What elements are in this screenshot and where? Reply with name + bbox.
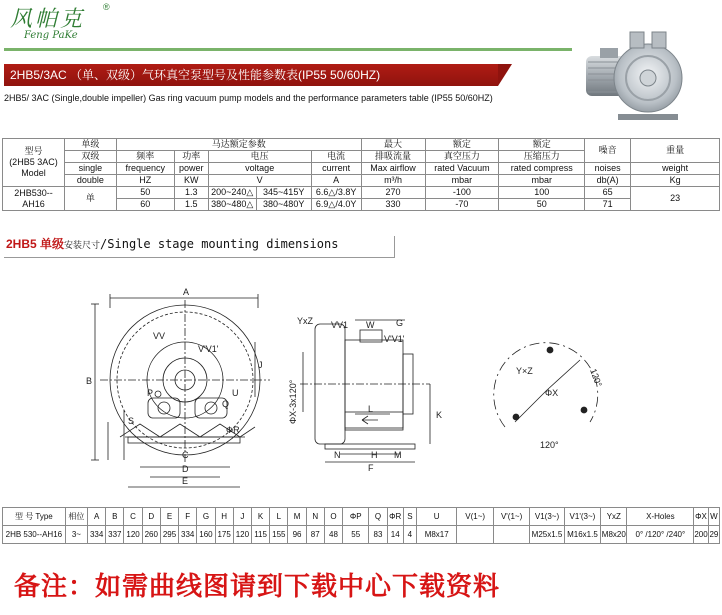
col-header: V1(3~): [530, 508, 564, 526]
label-e: E: [182, 476, 189, 486]
col-header: ΦR: [387, 508, 403, 526]
voltage-delta-cell: 380~480△: [208, 199, 256, 211]
col-header: V(1~): [457, 508, 493, 526]
section-en: /Single stage mounting dimensions: [100, 237, 339, 251]
stage-header: 单级: [64, 139, 116, 151]
label-l: L: [368, 404, 374, 414]
dim-cell: [493, 526, 529, 544]
compress-cell: 100: [499, 187, 585, 199]
section-cn-small: 安装尺寸: [64, 240, 101, 250]
dim-cell: 14: [387, 526, 403, 544]
label-k: K: [436, 410, 443, 420]
freq-unit: HZ: [116, 175, 174, 187]
power-cell: 1.5: [174, 199, 208, 211]
stage-cell: 单: [64, 187, 116, 211]
col-header: V1'(3~): [564, 508, 600, 526]
vacuum-header-en: rated Vacuum: [425, 163, 499, 175]
dim-cell: M25x1.5: [530, 526, 564, 544]
label-s: S: [128, 416, 135, 426]
table-row: [3, 187, 720, 199]
power-header-en: power: [174, 163, 208, 175]
title-bar-tab: [498, 64, 512, 86]
current-header-cn: 电流: [311, 151, 361, 163]
stage-header-double: 双级: [64, 151, 116, 163]
weight-unit: Kg: [631, 175, 720, 187]
weight-header-en: weight: [631, 163, 720, 175]
dim-cell: 295: [160, 526, 178, 544]
header-rule: [4, 48, 572, 51]
vacuum-header-a: 额定: [425, 139, 499, 151]
vacuum-cell: -100: [425, 187, 499, 199]
dim-cell: 87: [306, 526, 324, 544]
airflow-cell: 330: [361, 199, 425, 211]
phase-header: 相位: [65, 508, 87, 526]
col-header: E: [160, 508, 178, 526]
noise-unit: db(A): [585, 175, 631, 187]
label-yxz-flange: Y×Z: [516, 366, 533, 376]
flange-view: [494, 343, 598, 427]
col-header: C: [124, 508, 142, 526]
airflow-unit: m³/h: [361, 175, 425, 187]
label-p: P: [147, 388, 154, 398]
col-header: K: [251, 508, 269, 526]
airflow-cell: 270: [361, 187, 425, 199]
compress-cell: 50: [499, 199, 585, 211]
dim-cell: M8x17: [416, 526, 456, 544]
label-q: Q: [222, 399, 230, 409]
dim-cell: 29: [708, 526, 719, 544]
col-header: G: [197, 508, 215, 526]
side-view: [300, 320, 430, 462]
dim-cell: 48: [324, 526, 342, 544]
freq-cell: 50: [116, 187, 174, 199]
col-header: D: [142, 508, 160, 526]
compress-unit: mbar: [499, 175, 585, 187]
col-header: J: [233, 508, 251, 526]
current-cell: 6.6△/3.8Y: [311, 187, 361, 199]
power-unit: KW: [174, 175, 208, 187]
label-h: H: [371, 450, 378, 460]
label-c: C: [182, 450, 189, 460]
col-header: U: [416, 508, 456, 526]
airflow-header-cn: 排吸流量: [361, 151, 425, 163]
voltage-header-en: voltage: [208, 163, 311, 175]
page-title: 2HB5/3AC （单、双级）气环真空泵型号及性能参数表(IP55 50/60HZ): [4, 64, 498, 86]
type-header: 型 号 Type: [3, 508, 66, 526]
col-header: ΦX: [694, 508, 709, 526]
dim-cell: 260: [142, 526, 160, 544]
label-m: M: [394, 450, 402, 460]
freq-header-en: frequency: [116, 163, 174, 175]
label-n: N: [334, 450, 341, 460]
table-row: [3, 526, 720, 544]
front-view: [91, 294, 270, 487]
motor-group-header: 马达额定参数: [116, 139, 361, 151]
brand-logo-cn: 风帕克: [10, 7, 86, 32]
brand-logo-en: Feng PaKe: [24, 30, 78, 41]
col-header: X-Holes: [627, 508, 694, 526]
section-rule-end: [394, 236, 395, 258]
col-header: YxZ: [601, 508, 627, 526]
compress-header-a: 额定: [499, 139, 585, 151]
pump-product-image: [578, 26, 688, 134]
dim-cell: 337: [106, 526, 124, 544]
mounting-drawing: [0, 262, 722, 507]
dim-cell: 155: [270, 526, 288, 544]
noise-cell: 65: [585, 187, 631, 199]
label-r: ΦR: [226, 425, 240, 435]
type-cell: 2HB 530--AH16: [3, 526, 66, 544]
label-yxz: YxZ: [297, 316, 314, 326]
label-u: U: [232, 388, 239, 398]
dimensions-table: [2, 507, 720, 544]
section-prefix: 2HB5: [6, 237, 41, 251]
model-header: 型号 (2HB5 3AC) Model: [3, 139, 65, 187]
section-title: [6, 235, 338, 252]
voltage-unit: V: [208, 175, 311, 187]
col-header: S: [403, 508, 416, 526]
dim-cell: 83: [369, 526, 387, 544]
label-phix-3: ΦX-3x120°: [288, 379, 298, 424]
current-header-en: current: [311, 163, 361, 175]
label-w: W: [366, 320, 375, 330]
current-cell: 6.9△/4.0Y: [311, 199, 361, 211]
col-header: V'(1~): [493, 508, 529, 526]
col-header: W: [708, 508, 719, 526]
phase-cell: 3~: [65, 526, 87, 544]
noise-cell: 71: [585, 199, 631, 211]
section-cn: 单级: [40, 237, 65, 251]
dim-cell: 175: [215, 526, 233, 544]
col-header: F: [179, 508, 197, 526]
dim-cell: 4: [403, 526, 416, 544]
label-phix: ΦX: [545, 388, 559, 398]
weight-header-cn: 重量: [631, 139, 720, 163]
compress-header-en: rated compress: [499, 163, 585, 175]
voltage-delta-cell: 200~240△: [208, 187, 256, 199]
label-f: F: [368, 463, 374, 473]
page-subtitle: 2HB5/ 3AC (Single,double impeller) Gas ring vacuum pump models and the performance parameters table (IP55 50/60HZ): [4, 93, 493, 103]
weight-cell: 23: [631, 187, 720, 211]
dim-cell: 160: [197, 526, 215, 544]
col-header: Q: [369, 508, 387, 526]
dim-cell: 334: [179, 526, 197, 544]
dim-cell: 120: [124, 526, 142, 544]
dims-header-row: [3, 508, 720, 526]
voltage-y-cell: 345~415Y: [256, 187, 311, 199]
vacuum-header-cn: 真空压力: [425, 151, 499, 163]
section-rule: [4, 257, 394, 258]
download-note: 备注：如需曲线图请到下载中心下载资料: [14, 572, 501, 602]
label-v1-side: V'V1': [384, 334, 405, 344]
dim-cell: [457, 526, 493, 544]
airflow-header-en: Max airflow: [361, 163, 425, 175]
label-a: A: [183, 287, 190, 297]
col-header: N: [306, 508, 324, 526]
dim-cell: 55: [343, 526, 369, 544]
freq-header-cn: 频率: [116, 151, 174, 163]
col-header: O: [324, 508, 342, 526]
dim-cell: 115: [251, 526, 269, 544]
dim-cell: 96: [288, 526, 306, 544]
registered-mark: ®: [103, 2, 110, 12]
dim-cell: 0° /120° /240°: [627, 526, 694, 544]
dim-cell: M16x1.5: [564, 526, 600, 544]
label-120-right: 120°: [588, 367, 604, 389]
col-header: H: [215, 508, 233, 526]
col-header: A: [88, 508, 106, 526]
noise-header-cn: 噪音: [585, 139, 631, 163]
dim-cell: 120: [233, 526, 251, 544]
power-cell: 1.3: [174, 187, 208, 199]
voltage-header-cn: 电压: [208, 151, 311, 163]
dim-cell: 334: [88, 526, 106, 544]
voltage-y-cell: 380~480Y: [256, 199, 311, 211]
airflow-header-a: 最大: [361, 139, 425, 151]
label-vv1: VV1: [331, 320, 349, 330]
label-d: D: [182, 464, 189, 474]
current-unit: A: [311, 175, 361, 187]
col-header: M: [288, 508, 306, 526]
label-b: B: [86, 376, 93, 386]
col-header: B: [106, 508, 124, 526]
label-v1: V'V1': [198, 344, 219, 354]
power-header-cn: 功率: [174, 151, 208, 163]
vacuum-unit: mbar: [425, 175, 499, 187]
stage-header-double-en: double: [64, 175, 116, 187]
dim-cell: M8x20: [601, 526, 627, 544]
label-j: J: [258, 360, 263, 370]
performance-table: [2, 138, 720, 211]
vacuum-cell: -70: [425, 199, 499, 211]
label-120-bottom: 120°: [540, 440, 559, 450]
compress-header-cn: 压缩压力: [499, 151, 585, 163]
label-g: G: [396, 318, 404, 328]
stage-header-single-en: single: [64, 163, 116, 175]
dim-cell: 200: [694, 526, 709, 544]
freq-cell: 60: [116, 199, 174, 211]
label-vv: VV: [153, 331, 166, 341]
col-header: ΦP: [343, 508, 369, 526]
model-cell: 2HB530--AH16: [3, 187, 65, 211]
col-header: L: [270, 508, 288, 526]
noise-header-en: noises: [585, 163, 631, 175]
